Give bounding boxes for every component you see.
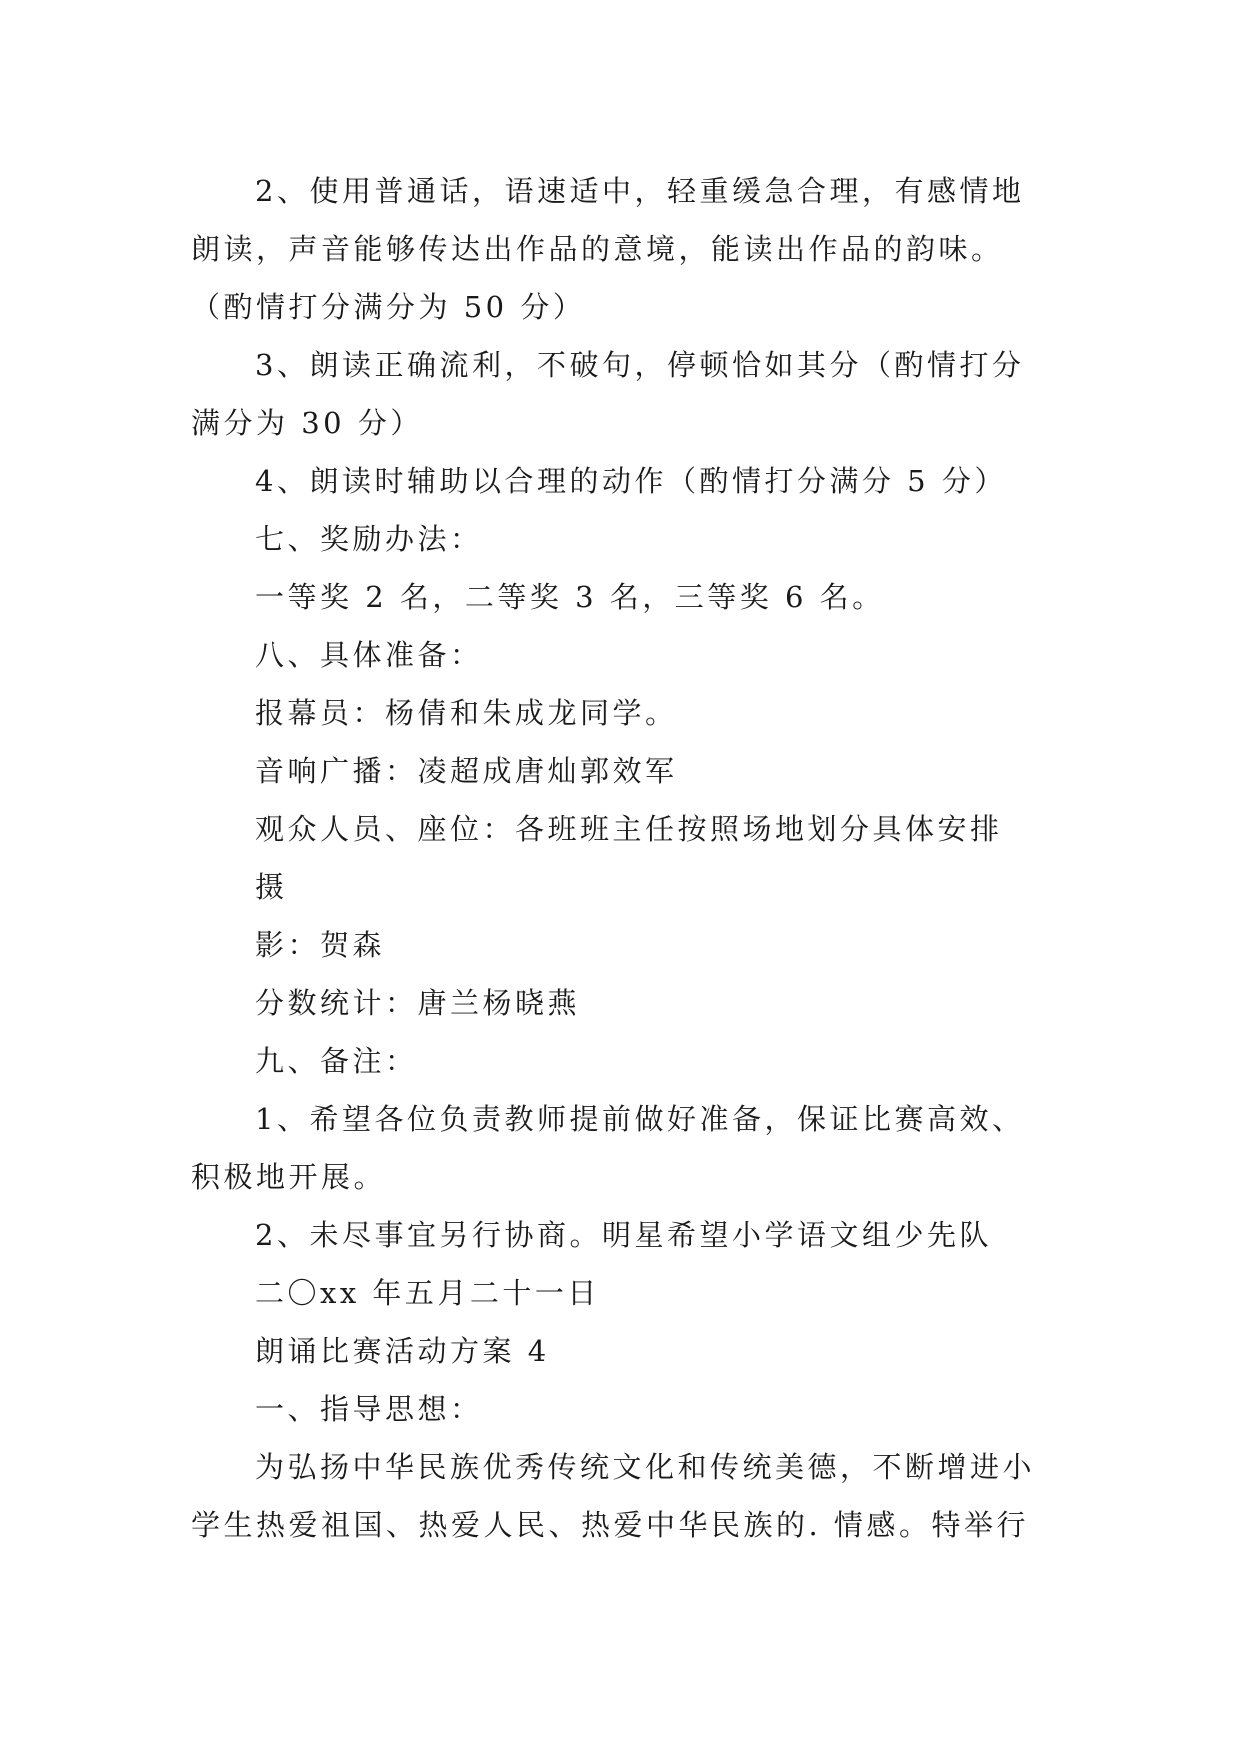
document-body [191, 162, 1051, 1554]
paragraph-scoring-3: 3、朗读正确流利，不破句，停顿恰如其分（酌情打分满分为 30 分） [191, 348, 1025, 440]
paragraph-scoring-4: 4、朗读时辅助以合理的动作（酌情打分满分 5 分） [255, 464, 1007, 498]
paragraph-remark-2: 2、未尽事宜另行协商。明星希望小学语文组少先队 [255, 1218, 992, 1252]
paragraph-scoring-2: 2、使用普通话，语速适中，轻重缓急合理，有感情地朗读，声音能够传达出作品的意境，能读出作品的韵味。（酌情打分满分为 50 分） [191, 174, 1025, 324]
heading-guiding-thought: 一、指导思想： [255, 1392, 483, 1426]
paragraph-score-stats: 分数统计：唐兰杨晓燕 [255, 986, 581, 1020]
paragraph-audio: 音响广播：凌超成唐灿郭效军 [255, 754, 678, 788]
section-title-plan-4: 朗诵比赛活动方案 4 [255, 1334, 550, 1368]
heading-preparation: 八、具体准备： [255, 638, 483, 672]
paragraph-guiding-thought: 为弘扬中华民族优秀传统文化和传统美德，不断增进小学生热爱祖国、热爱人民、热爱中华民族的. 情感。特举行 [191, 1450, 1036, 1542]
paragraph-announcer: 报幕员：杨倩和朱成龙同学。 [255, 696, 678, 730]
paragraph-date: 二〇xx 年五月二十一日 [255, 1276, 600, 1310]
heading-remarks: 九、备注： [255, 1044, 418, 1078]
paragraph-audience-seating: 观众人员、座位：各班班主任按照场地划分具体安排 [255, 812, 1003, 846]
paragraph-photo-line-1: 摄 [255, 870, 288, 904]
paragraph-remark-1: 1、希望各位负责教师提前做好准备，保证比赛高效、积极地开展。 [191, 1102, 1025, 1194]
heading-rewards: 七、奖励办法： [255, 522, 483, 556]
paragraph-awards: 一等奖 2 名，二等奖 3 名，三等奖 6 名。 [255, 580, 885, 614]
paragraph-photo-line-2: 影：贺森 [255, 928, 386, 962]
